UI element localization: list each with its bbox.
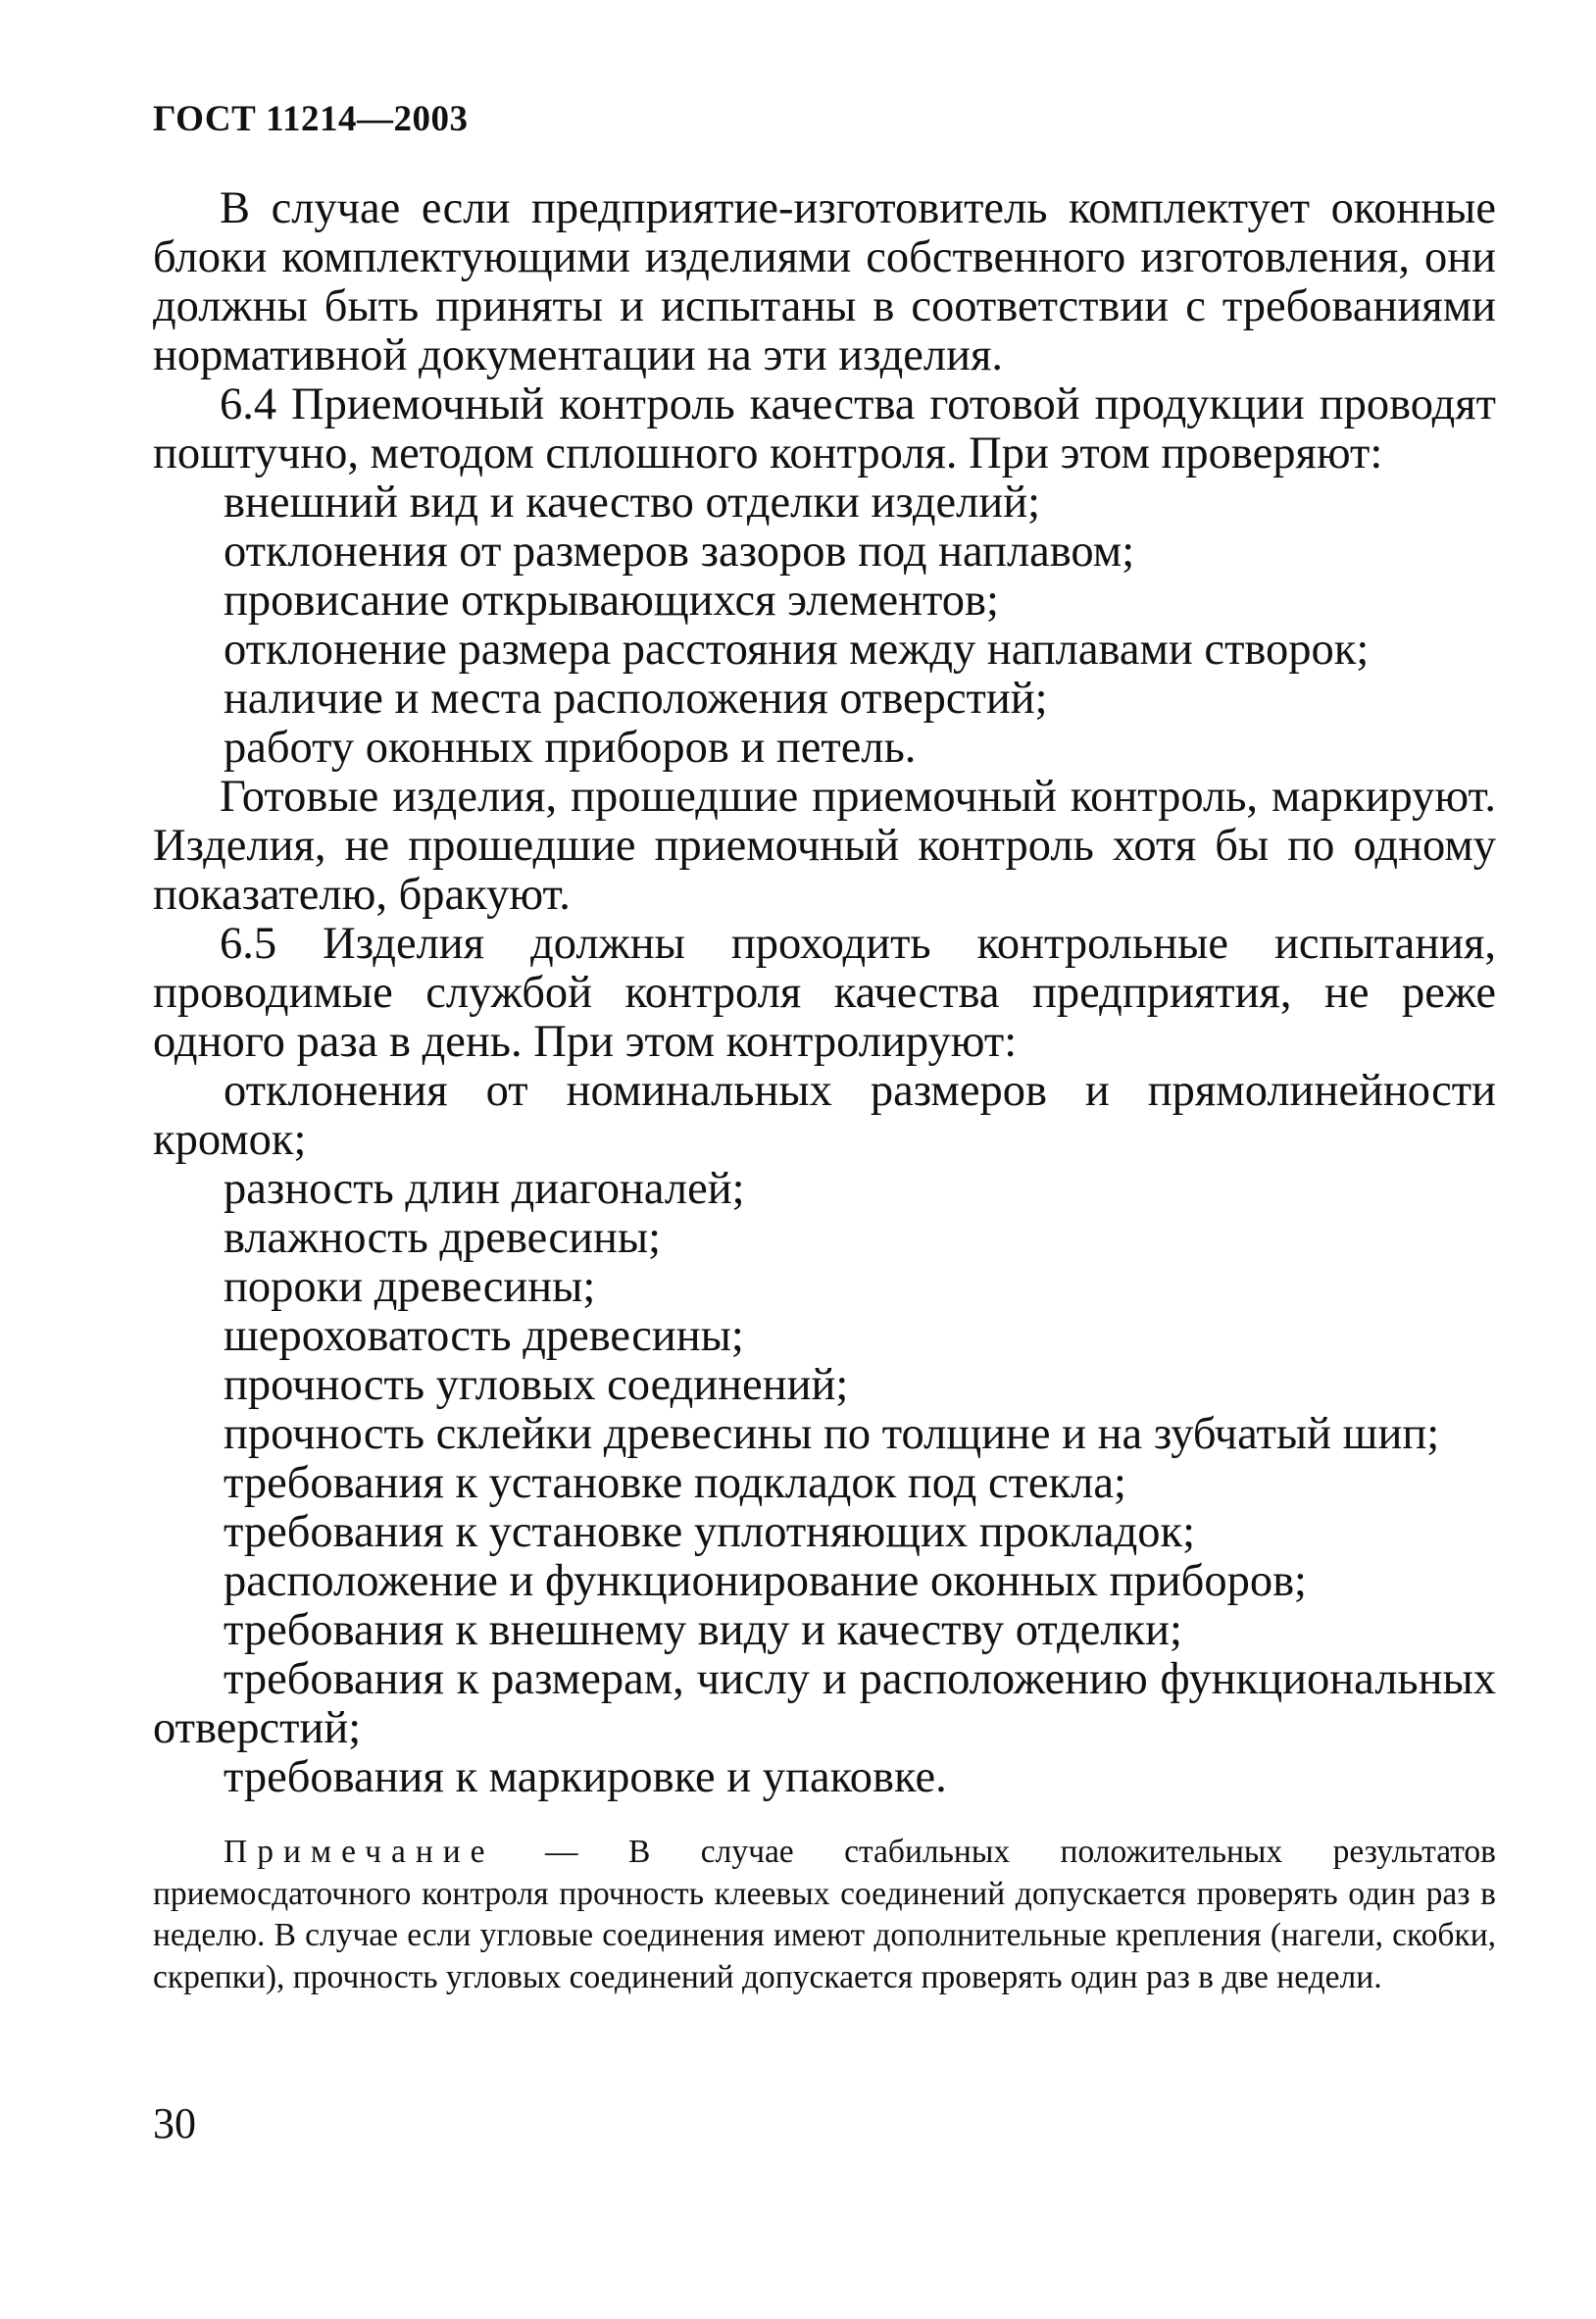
document-header: ГОСТ 11214—2003 — [153, 99, 469, 139]
note-label: Примечание — [224, 1834, 495, 1870]
page-number: 30 — [153, 2099, 196, 2147]
list-item: расположение и функционирование оконных приборов; — [224, 1556, 1307, 1606]
list-item: отклонение размера расстояния между наплавами створок; — [224, 625, 1370, 675]
clause-6-4-list — [153, 479, 1496, 773]
list-item: влажность древесины; — [224, 1213, 661, 1263]
list-item: требования к внешнему виду и качеству отделки; — [224, 1605, 1182, 1655]
list-item: требования к маркировке и упаковке. — [224, 1752, 947, 1802]
list-item: прочность склейки древесины по толщине и на зубчатый шип; — [224, 1409, 1440, 1459]
clause-6-5-list — [153, 1067, 1496, 1802]
list-item: требования к установке уплотняющих прокладок; — [224, 1507, 1195, 1557]
document-body — [153, 184, 1496, 1802]
list-item: провисание открывающихся элементов; — [224, 576, 999, 626]
list-item: шероховатость древесины; — [224, 1311, 744, 1361]
intro-paragraph: В случае если предприятие-изготовитель комплектует оконные блоки комплектующими изделиями собственного изготовления, они должны быть приняты и испытаны в соответствии с требованиями нормативной документации на эти изделия. — [153, 183, 1496, 380]
clause-6-5: 6.5 Изделия должны проходить контрольные испытания, проводимые службой контроля качества предприятия, не реже одного раза в день. При этом контролируют: — [153, 919, 1496, 1067]
note-text: — В случае стабильных положительных результатов приемосдаточного контроля прочность клеевых соединений допускается проверять один раз в неделю. В случае если угловые соединения имеют дополнительные крепления (нагели, скобки, скрепки), прочность угловых соединений допускается проверять один раз в две недели. — [153, 1834, 1496, 1995]
list-item: прочность угловых соединений; — [224, 1360, 849, 1410]
list-item: внешний вид и качество отделки изделий; — [224, 478, 1041, 528]
list-item: пороки древесины; — [224, 1262, 596, 1312]
list-item: наличие и места расположения отверстий; — [224, 674, 1048, 724]
list-item: работу оконных приборов и петель. — [224, 723, 917, 773]
note-block — [153, 1832, 1496, 1998]
clause-6-4-conclusion: Готовые изделия, прошедшие приемочный контроль, маркируют. Изделия, не прошедшие приемочный контроль хотя бы по одному показателю, бракуют. — [153, 772, 1496, 920]
list-item: разность длин диагоналей; — [224, 1164, 745, 1214]
list-item: отклонения от размеров зазоров под наплавом; — [224, 527, 1135, 577]
clause-6-4: 6.4 Приемочный контроль качества готовой продукции проводят поштучно, методом сплошного контроля. При этом проверяют: — [153, 379, 1496, 479]
list-item: требования к установке подкладок под стекла; — [224, 1458, 1126, 1508]
list-item: отклонения от номинальных размеров и прямолинейности кромок; — [153, 1066, 1496, 1165]
list-item: требования к размерам, числу и расположению функциональных отверстий; — [153, 1654, 1496, 1753]
